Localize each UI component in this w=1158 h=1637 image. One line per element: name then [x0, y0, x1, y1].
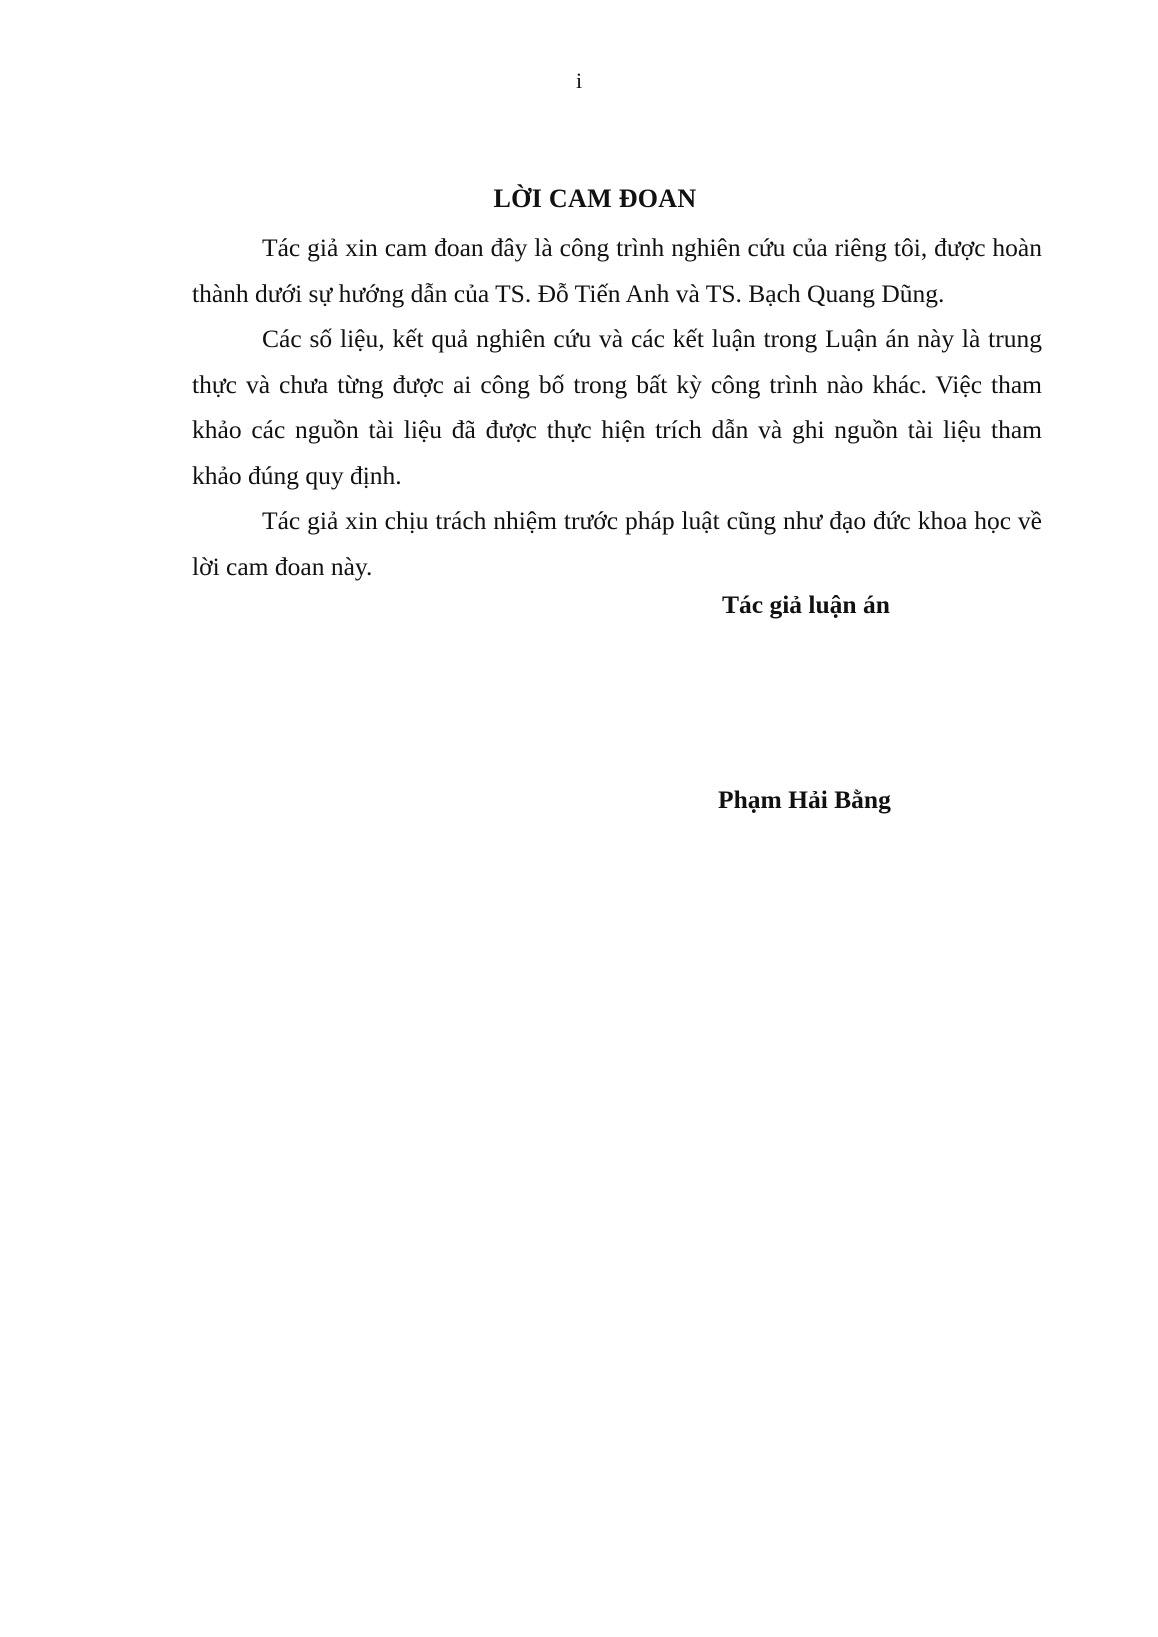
author-name: Phạm Hải Bằng — [718, 785, 891, 814]
paragraph-responsibility: Tác giả xin chịu trách nhiệm trước pháp luật cũng như đạo đức khoa học về lời cam đoan này. — [192, 506, 1042, 581]
declaration-body — [192, 225, 1042, 589]
signature-label: Tác giả luận án — [722, 590, 890, 619]
page-title: LỜI CAM ĐOAN — [493, 184, 697, 213]
paragraph-supervisors: Tác giả xin cam đoan đây là công trình nghiên cứu của riêng tôi, được hoàn thành dưới sự hướng dẫn của TS. Đỗ Tiến Anh và TS. Bạch Quang Dũng. — [192, 233, 1042, 308]
page-number: i — [575, 68, 583, 93]
paragraph-originality: Các số liệu, kết quả nghiên cứu và các kết luận trong Luận án này là trung thực và chưa từng được ai công bố trong bất kỳ công trình nào khác. Việc tham khảo các nguồn tài liệu đã được thực hiện trích dẫn và ghi nguồn tài liệu tham khảo đúng quy định. — [192, 324, 1042, 490]
